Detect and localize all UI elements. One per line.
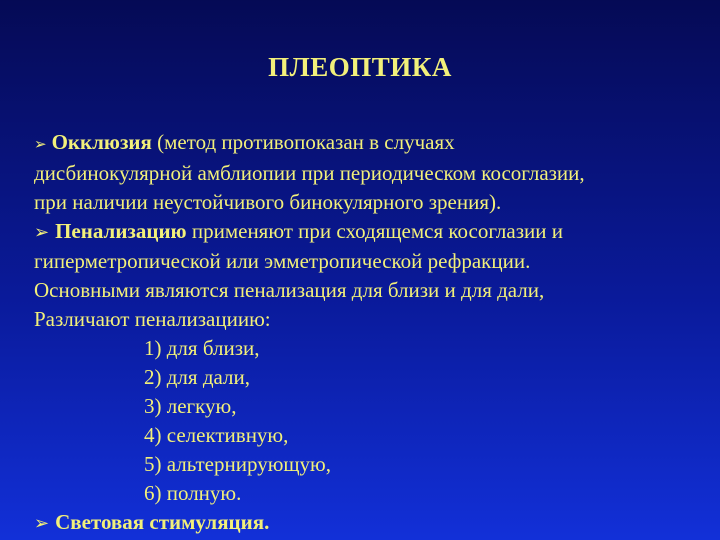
slide-title: ПЛЕОПТИКА	[268, 52, 452, 82]
occlusion-text-2: дисбинокулярной амблиопии при периодическом косоглазии,	[34, 161, 585, 185]
bullet-light-stimulation	[34, 508, 694, 538]
bullet-penalization	[34, 217, 694, 247]
arrow-bullet-icon: ➢	[34, 135, 47, 153]
occlusion-text-1: (метод противопоказан в случаях	[151, 130, 455, 154]
term-penalization: Пенализацию	[55, 219, 187, 243]
penalization-text-1: применяют при сходящемся косоглазии и	[186, 219, 563, 243]
bullet-occlusion	[34, 128, 694, 159]
penalization-text-3: Основными являются пенализация для близи и для дали,	[34, 278, 545, 302]
penalization-text-2: гиперметропической или эмметропической рефракции.	[34, 249, 531, 273]
list-item: 5) альтернирующую,	[144, 452, 332, 476]
slide-body	[34, 128, 694, 538]
term-light-stimulation: Световая стимуляция.	[55, 510, 270, 534]
list-item: 2) для дали,	[144, 365, 250, 389]
arrow-bullet-icon: ➢	[34, 222, 50, 243]
occlusion-text-3: при наличии неустойчивого бинокулярного зрения).	[34, 190, 502, 214]
list-item: 4) селективную,	[144, 423, 289, 447]
list-item: 1) для близи,	[144, 336, 260, 360]
penalization-text-4: Различают пенализациию:	[34, 307, 271, 331]
term-occlusion: Окклюзия	[51, 130, 152, 154]
list-item: 6) полную.	[144, 481, 242, 505]
list-item: 3) легкую,	[144, 394, 237, 418]
arrow-bullet-icon: ➢	[34, 513, 50, 534]
